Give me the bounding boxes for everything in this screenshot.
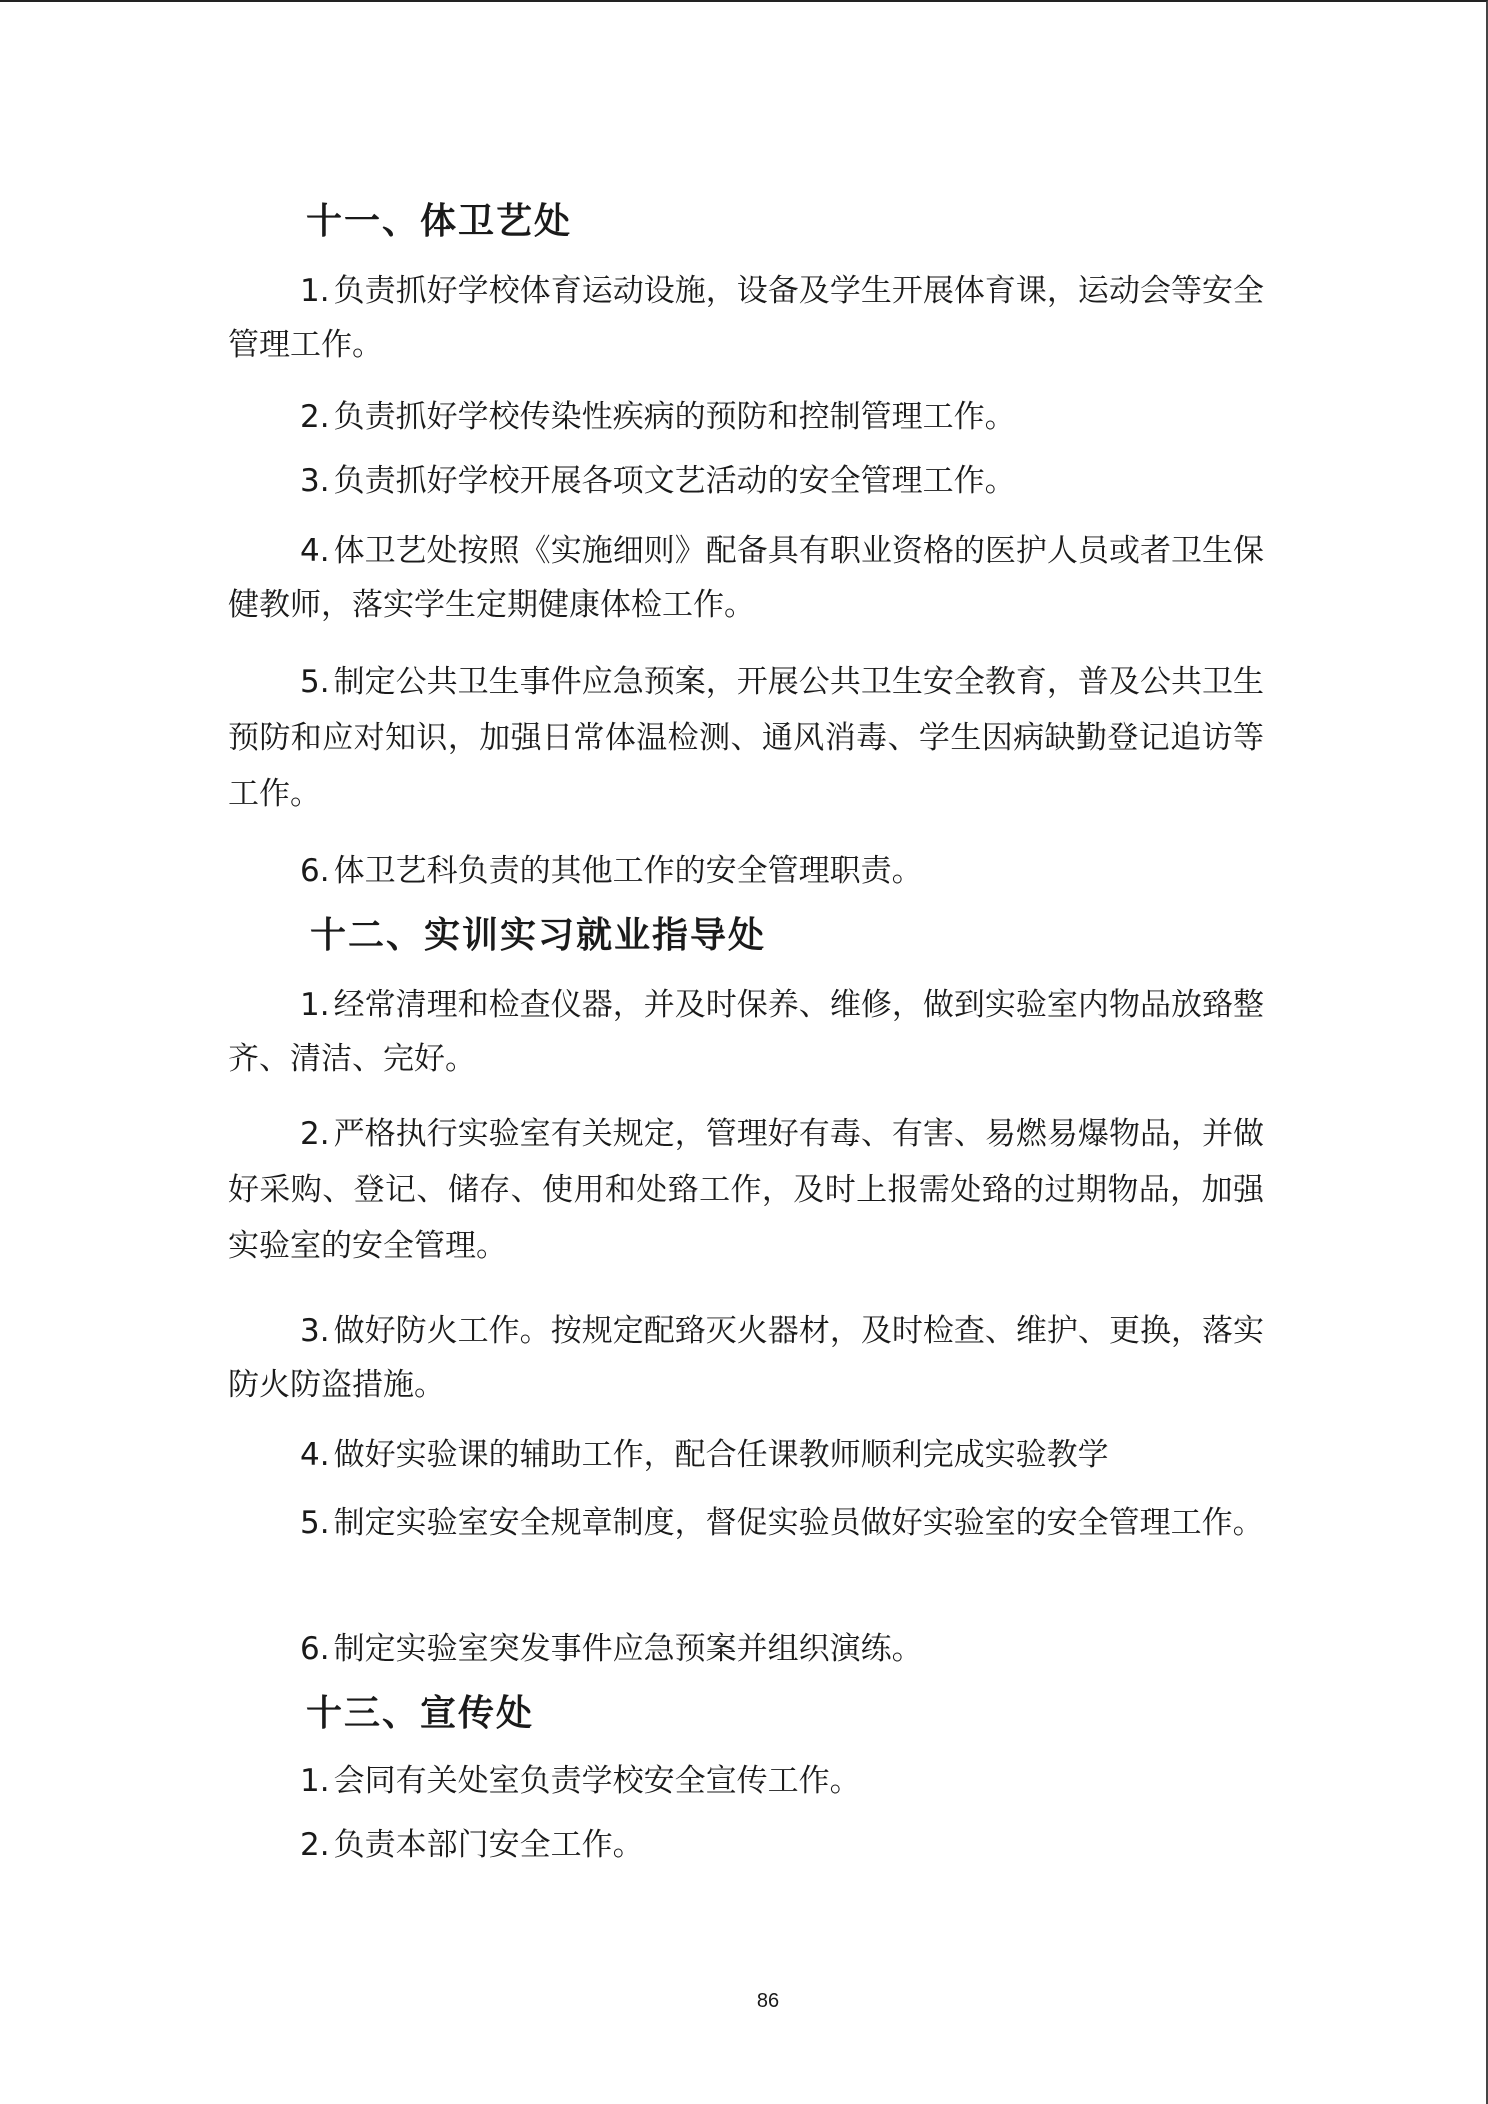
- paragraph-13-2: [228, 1818, 1264, 1872]
- item-text: 负责抓好学校传染性疾病的预防和控制管理工作。: [333, 399, 1016, 435]
- item-text: 负责本部门安全工作。: [333, 1827, 644, 1863]
- item-text: 体卫艺处按照《实施细则》配备具有职业资格的医护人员或者卫生保健教师，落实学生定期健康体检工作。: [228, 533, 1264, 623]
- item-number: 2.: [300, 1827, 330, 1863]
- item-text: 经常清理和检查仪器，并及时保养、维修，做到实验室内物品放臵整齐、清洁、完好。: [228, 987, 1264, 1077]
- paragraph-12-2: [228, 1106, 1264, 1274]
- paragraph-11-1: [228, 264, 1264, 372]
- paragraph-12-6: [228, 1622, 1264, 1676]
- page-number: 86: [756, 1990, 780, 2012]
- item-text: 制定实验室突发事件应急预案并组织演练。: [333, 1631, 923, 1667]
- item-number: 2.: [300, 399, 330, 435]
- section-heading-11: 十一、体卫艺处: [306, 201, 573, 242]
- item-text: 负责抓好学校开展各项文艺活动的安全管理工作。: [333, 463, 1016, 499]
- paragraph-11-4: [228, 524, 1264, 632]
- item-number: 3.: [300, 1313, 330, 1349]
- paragraph-11-6: [228, 844, 1264, 898]
- item-number: 5.: [300, 1505, 330, 1541]
- item-text: 严格执行实验室有关规定，管理好有毒、有害、易燃易爆物品，并做好采购、登记、储存、使用和处臵工作，及时上报需处臵的过期物品，加强实验室的安全管理。: [228, 1116, 1264, 1264]
- item-number: 1.: [300, 273, 330, 309]
- item-text: 制定公共卫生事件应急预案，开展公共卫生安全教育，普及公共卫生预防和应对知识，加强日常体温检测、通风消毒、学生因病缺勤登记追访等工作。: [228, 664, 1264, 812]
- item-number: 6.: [300, 1631, 330, 1667]
- item-text: 体卫艺科负责的其他工作的安全管理职责。: [333, 853, 923, 889]
- item-text: 制定实验室安全规章制度，督促实验员做好实验室的安全管理工作。: [333, 1505, 1264, 1541]
- paragraph-12-5: [228, 1496, 1264, 1550]
- item-text: 做好实验课的辅助工作，配合任课教师顺利完成实验教学: [333, 1437, 1109, 1473]
- item-number: 6.: [300, 853, 330, 889]
- item-number: 5.: [300, 664, 330, 700]
- paragraph-12-1: [228, 978, 1264, 1086]
- paragraph-11-2: [228, 390, 1264, 444]
- section-heading-12: 十二、实训实习就业指导处: [310, 915, 767, 956]
- paragraph-12-4: [228, 1428, 1264, 1482]
- paragraph-11-5: [228, 654, 1264, 822]
- paragraph-12-3: [228, 1304, 1264, 1412]
- item-number: 1.: [300, 987, 330, 1023]
- paragraph-11-3: [228, 454, 1264, 508]
- item-number: 3.: [300, 463, 330, 499]
- paragraph-13-1: [228, 1754, 1264, 1808]
- item-text: 做好防火工作。按规定配臵灭火器材，及时检查、维护、更换，落实防火防盗措施。: [228, 1313, 1264, 1403]
- item-number: 4.: [300, 1437, 330, 1473]
- item-number: 4.: [300, 533, 330, 569]
- section-heading-13: 十三、宣传处: [306, 1693, 535, 1734]
- item-number: 1.: [300, 1763, 330, 1799]
- item-text: 会同有关处室负责学校安全宣传工作。: [333, 1763, 861, 1799]
- item-number: 2.: [300, 1116, 330, 1152]
- item-text: 负责抓好学校体育运动设施，设备及学生开展体育课，运动会等安全管理工作。: [228, 273, 1264, 363]
